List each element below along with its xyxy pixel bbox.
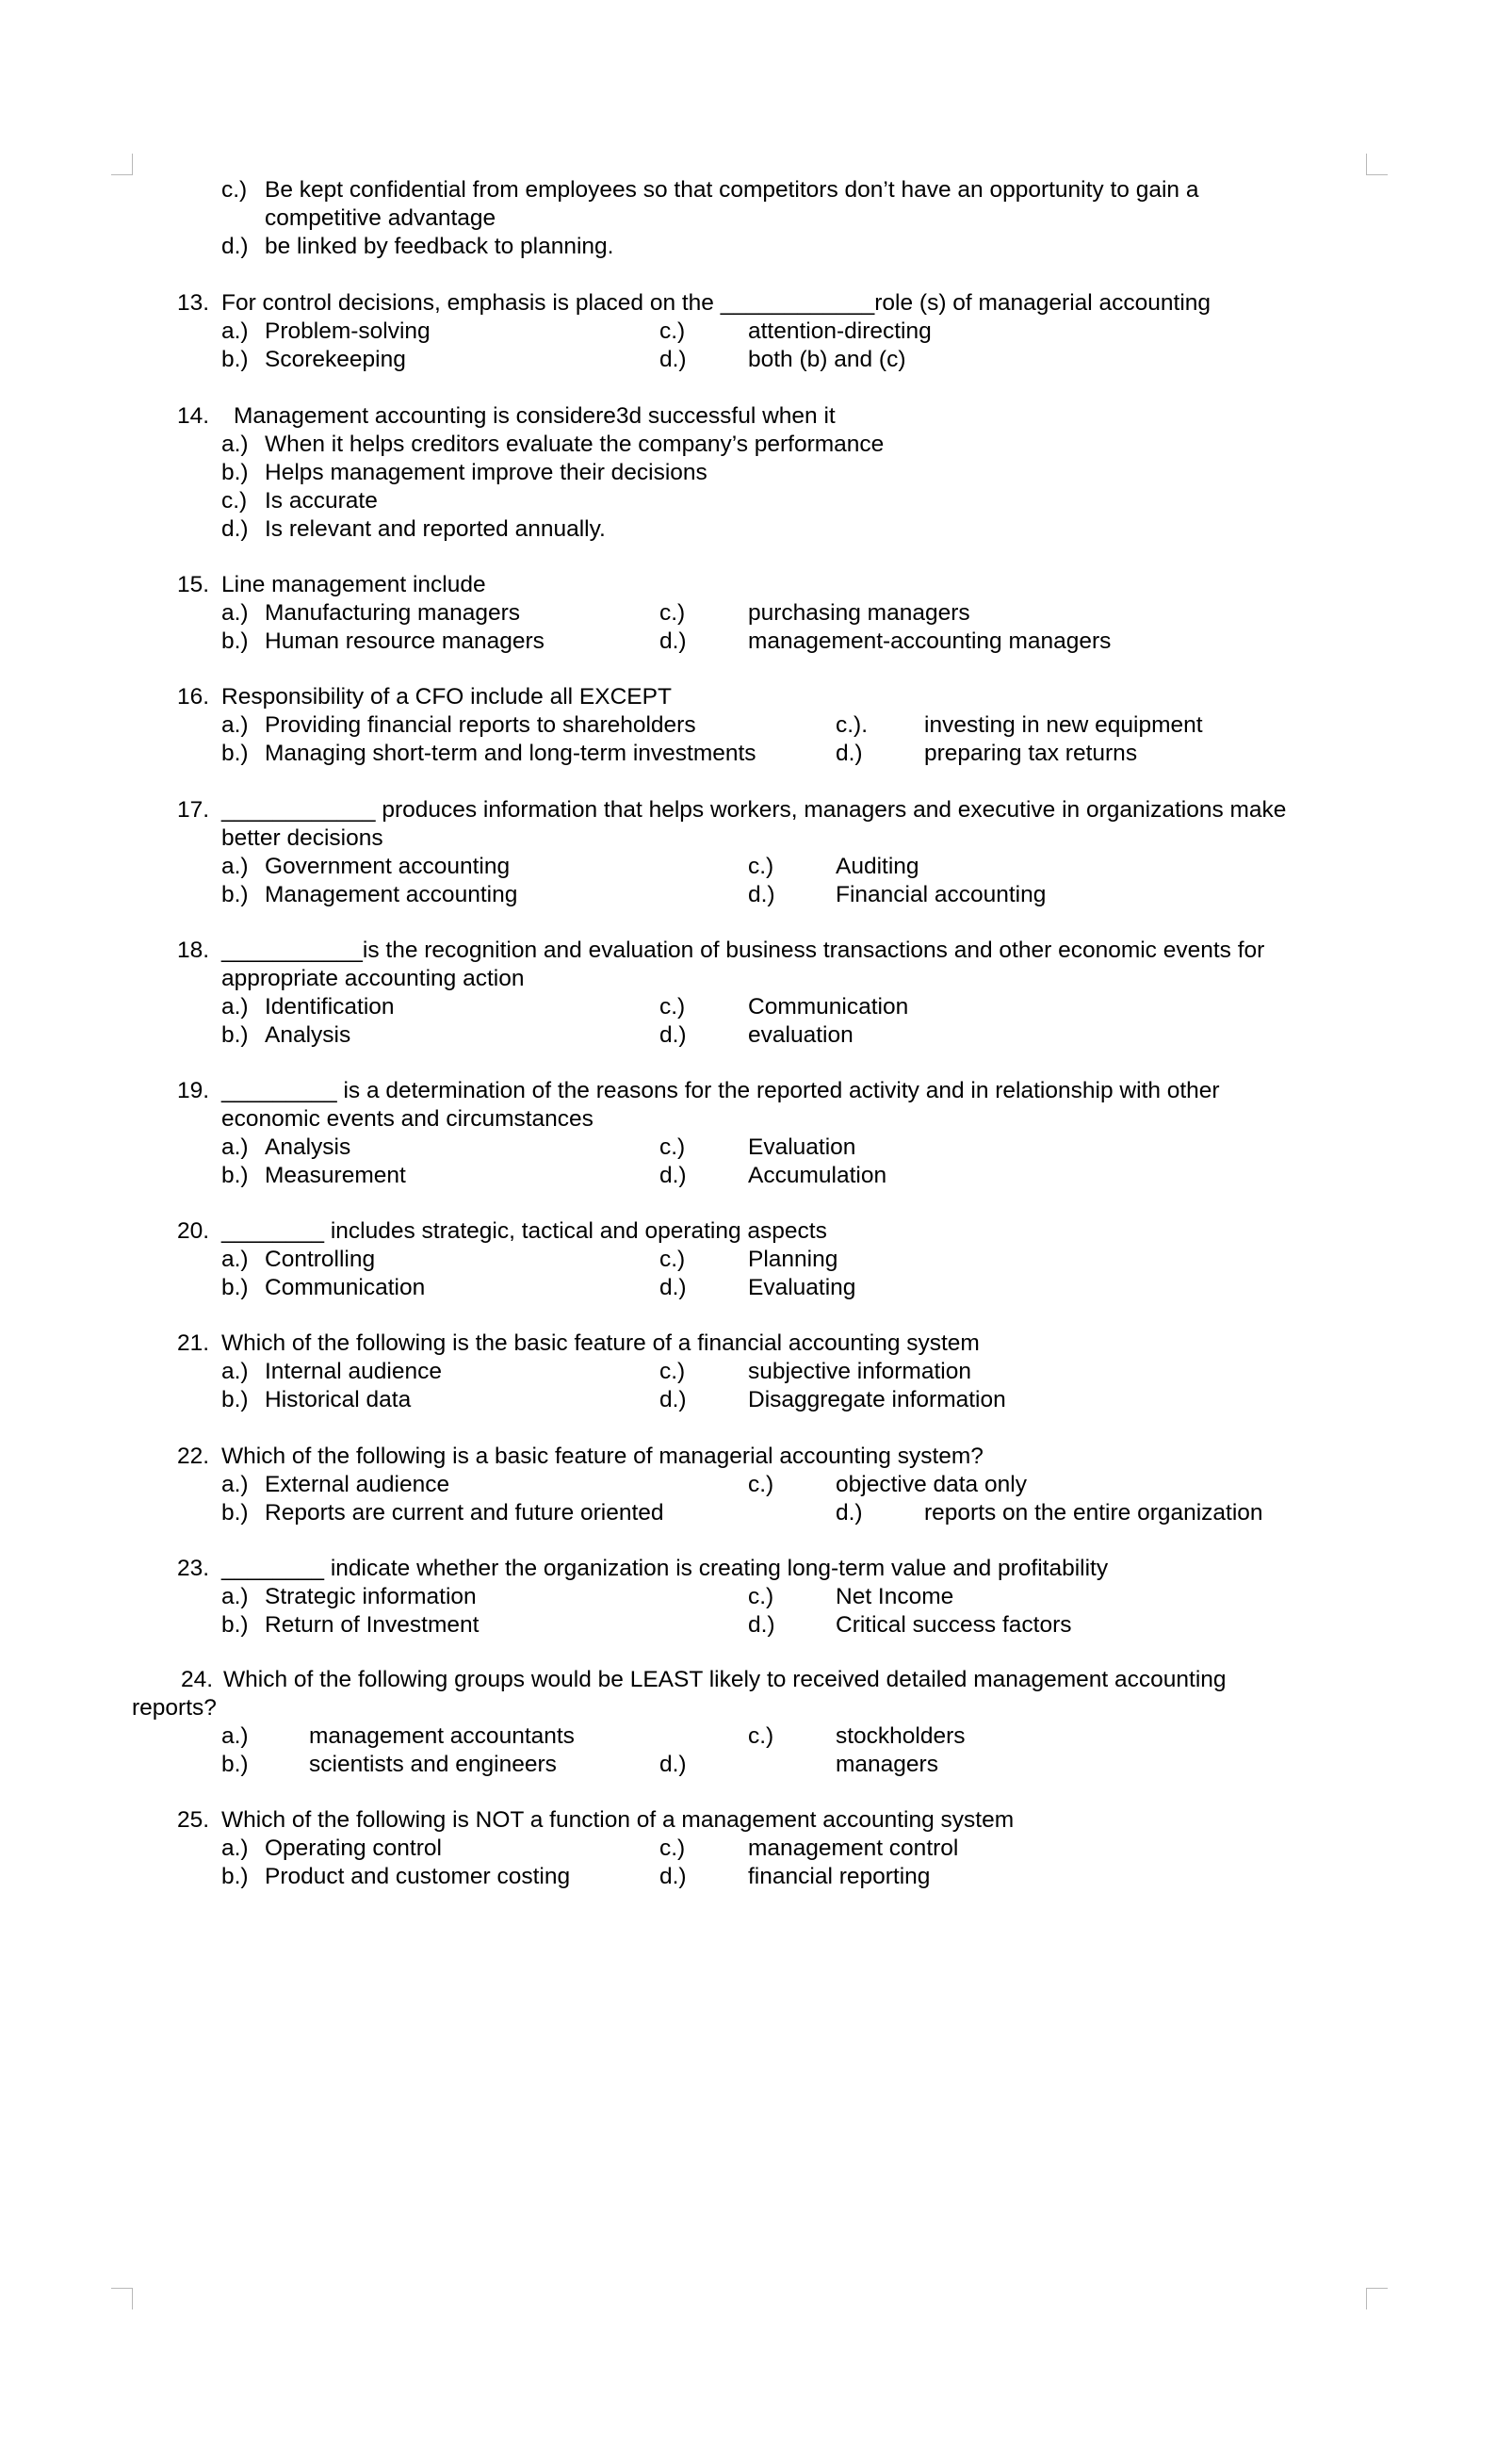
q14-option-d-text: Is relevant and reported annually.: [265, 516, 606, 542]
q23-stem: ________ indicate whether the organization is creating long-term value and profitability: [221, 1556, 1109, 1581]
q18-option-a-label: a.): [221, 994, 249, 1020]
q16-option-d-label: d.): [836, 741, 863, 766]
q20-option-b-label: b.): [221, 1275, 249, 1300]
q21-option-c-text: subjective information: [748, 1359, 971, 1384]
q18-stem-cont: appropriate accounting action: [221, 966, 525, 991]
q23-option-d-label: d.): [748, 1612, 775, 1638]
q14-option-c-label: c.): [221, 488, 248, 514]
q15-number: 15.: [177, 572, 210, 597]
q18-option-d-label: d.): [659, 1022, 687, 1048]
q14-option-b-text: Helps management improve their decisions: [265, 460, 707, 485]
q19-option-b-text: Measurement: [265, 1163, 406, 1188]
q12-option-c-label: c.): [221, 177, 248, 203]
q18-option-c-text: Communication: [748, 994, 909, 1020]
q16-option-a-text: Providing financial reports to shareholders: [265, 712, 696, 738]
page-corner-mark-bottom-left: [111, 2288, 133, 2309]
q22-option-a-text: External audience: [265, 1472, 450, 1497]
q24-option-a-label: a.): [221, 1723, 249, 1749]
q23-option-a-text: Strategic information: [265, 1584, 477, 1609]
q23-option-c-text: Net Income: [836, 1584, 954, 1609]
q24-option-d-text: managers: [836, 1752, 938, 1777]
q20-option-d-label: d.): [659, 1275, 687, 1300]
q21-number: 21.: [177, 1330, 210, 1356]
q15-option-c-text: purchasing managers: [748, 600, 970, 626]
q25-option-d-text: financial reporting: [748, 1864, 931, 1889]
page-corner-mark-bottom-right: [1366, 2288, 1388, 2309]
q17-stem-cont: better decisions: [221, 825, 383, 851]
q25-option-b-text: Product and customer costing: [265, 1864, 571, 1889]
q23-option-b-text: Return of Investment: [265, 1612, 480, 1638]
q25-option-b-label: b.): [221, 1864, 249, 1889]
q25-option-a-text: Operating control: [265, 1836, 442, 1861]
q15-option-d-text: management-accounting managers: [748, 628, 1112, 654]
q20-option-d-text: Evaluating: [748, 1275, 856, 1300]
q15-option-b-text: Human resource managers: [265, 628, 545, 654]
q25-option-a-label: a.): [221, 1836, 249, 1861]
q20-option-a-label: a.): [221, 1247, 249, 1272]
q18-option-d-text: evaluation: [748, 1022, 854, 1048]
q14-option-b-label: b.): [221, 460, 249, 485]
q13-option-a-text: Problem-solving: [265, 318, 431, 344]
q17-option-a-text: Government accounting: [265, 854, 511, 879]
page-corner-mark-top-left: [111, 154, 133, 175]
q16-option-c-text: investing in new equipment: [924, 712, 1203, 738]
q25-number: 25.: [177, 1807, 210, 1833]
q17-option-b-label: b.): [221, 882, 249, 907]
q21-option-d-label: d.): [659, 1387, 687, 1412]
q20-stem: ________ includes strategic, tactical and operating aspects: [221, 1218, 827, 1244]
q22-option-a-label: a.): [221, 1472, 249, 1497]
q18-stem: ___________is the recognition and evaluation of business transactions and other economic events for: [221, 938, 1265, 963]
q18-option-b-label: b.): [221, 1022, 249, 1048]
q19-option-d-text: Accumulation: [748, 1163, 887, 1188]
q17-option-d-text: Financial accounting: [836, 882, 1047, 907]
q16-option-c-label: c.).: [836, 712, 869, 738]
q14-number: 14.: [177, 403, 210, 429]
q22-stem: Which of the following is a basic feature of managerial accounting system?: [221, 1444, 984, 1469]
q20-option-c-text: Planning: [748, 1247, 838, 1272]
q21-option-a-text: Internal audience: [265, 1359, 442, 1384]
q25-option-d-label: d.): [659, 1864, 687, 1889]
q23-number: 23.: [177, 1556, 210, 1581]
q15-option-c-label: c.): [659, 600, 686, 626]
q25-option-c-text: management control: [748, 1836, 959, 1861]
q21-stem: Which of the following is the basic feature of a financial accounting system: [221, 1330, 980, 1356]
q24-option-c-text: stockholders: [836, 1723, 966, 1749]
q23-option-c-label: c.): [748, 1584, 774, 1609]
q24-stem: Which of the following groups would be LEAST likely to received detailed management accounting: [223, 1667, 1227, 1692]
q17-option-b-text: Management accounting: [265, 882, 518, 907]
q12-option-d-label: d.): [221, 234, 249, 259]
q21-option-a-label: a.): [221, 1359, 249, 1384]
q13-option-d-text: both (b) and (c): [748, 347, 906, 372]
q15-option-a-text: Manufacturing managers: [265, 600, 521, 626]
q17-option-a-label: a.): [221, 854, 249, 879]
q13-stem: For control decisions, emphasis is placed on the ____________role (s) of managerial accounting: [221, 290, 1211, 316]
q20-option-a-text: Controlling: [265, 1247, 376, 1272]
q25-stem: Which of the following is NOT a function of a management accounting system: [221, 1807, 1015, 1833]
q16-option-a-label: a.): [221, 712, 249, 738]
q19-stem-cont: economic events and circumstances: [221, 1106, 594, 1132]
q22-option-c-label: c.): [748, 1472, 774, 1497]
q23-option-a-label: a.): [221, 1584, 249, 1609]
q13-option-b-label: b.): [221, 347, 249, 372]
q12-option-d-text: be linked by feedback to planning.: [265, 234, 614, 259]
q19-stem: _________ is a determination of the reasons for the reported activity and in relationship with other: [221, 1078, 1220, 1103]
q20-option-c-label: c.): [659, 1247, 686, 1272]
q24-number: 24.: [181, 1667, 214, 1692]
q19-option-a-text: Analysis: [265, 1134, 351, 1160]
q13-option-d-label: d.): [659, 347, 687, 372]
q21-option-c-label: c.): [659, 1359, 686, 1384]
q20-number: 20.: [177, 1218, 210, 1244]
q22-number: 22.: [177, 1444, 210, 1469]
q24-stem-cont: reports?: [132, 1695, 217, 1721]
q19-number: 19.: [177, 1078, 210, 1103]
q14-option-a-text: When it helps creditors evaluate the company’s performance: [265, 432, 885, 457]
q23-option-d-text: Critical success factors: [836, 1612, 1072, 1638]
q13-option-a-label: a.): [221, 318, 249, 344]
q14-option-c-text: Is accurate: [265, 488, 378, 514]
q16-option-b-text: Managing short-term and long-term investments: [265, 741, 756, 766]
q17-stem: ____________ produces information that helps workers, managers and executive in organizations make: [221, 797, 1287, 823]
page-corner-mark-top-right: [1366, 154, 1388, 175]
q24-option-b-text: scientists and engineers: [309, 1752, 557, 1777]
q16-stem: Responsibility of a CFO include all EXCEPT: [221, 684, 672, 710]
q24-option-a-text: management accountants: [309, 1723, 575, 1749]
q24-option-d-label: d.): [659, 1752, 687, 1777]
q17-number: 17.: [177, 797, 210, 823]
q19-option-a-label: a.): [221, 1134, 249, 1160]
q24-option-c-label: c.): [748, 1723, 774, 1749]
q18-number: 18.: [177, 938, 210, 963]
q17-option-c-text: Auditing: [836, 854, 919, 879]
q25-option-c-label: c.): [659, 1836, 686, 1861]
q21-option-b-label: b.): [221, 1387, 249, 1412]
q23-option-b-label: b.): [221, 1612, 249, 1638]
q15-option-a-label: a.): [221, 600, 249, 626]
q16-option-b-label: b.): [221, 741, 249, 766]
q14-option-a-label: a.): [221, 432, 249, 457]
q19-option-b-label: b.): [221, 1163, 249, 1188]
q13-option-b-text: Scorekeeping: [265, 347, 406, 372]
q13-number: 13.: [177, 290, 210, 316]
q13-option-c-label: c.): [659, 318, 686, 344]
q12-option-c-text: Be kept confidential from employees so that competitors don’t have an opportunity to gain a: [265, 177, 1199, 203]
q21-option-b-text: Historical data: [265, 1387, 412, 1412]
q19-option-d-label: d.): [659, 1163, 687, 1188]
q18-option-a-text: Identification: [265, 994, 395, 1020]
q22-option-b-label: b.): [221, 1500, 249, 1526]
q19-option-c-label: c.): [659, 1134, 686, 1160]
q12-option-c-text-cont: competitive advantage: [265, 205, 496, 231]
q18-option-b-text: Analysis: [265, 1022, 351, 1048]
q18-option-c-label: c.): [659, 994, 686, 1020]
q19-option-c-text: Evaluation: [748, 1134, 856, 1160]
q17-option-d-label: d.): [748, 882, 775, 907]
q15-option-d-label: d.): [659, 628, 687, 654]
q22-option-c-text: objective data only: [836, 1472, 1027, 1497]
q24-option-b-label: b.): [221, 1752, 249, 1777]
q17-option-c-label: c.): [748, 854, 774, 879]
q14-option-d-label: d.): [221, 516, 249, 542]
q15-stem: Line management include: [221, 572, 486, 597]
q21-option-d-text: Disaggregate information: [748, 1387, 1006, 1412]
q14-stem: Management accounting is considere3d successful when it: [234, 403, 836, 429]
q16-option-d-text: preparing tax returns: [924, 741, 1138, 766]
q20-option-b-text: Communication: [265, 1275, 426, 1300]
q22-option-d-text: reports on the entire organization: [924, 1500, 1263, 1526]
q15-option-b-label: b.): [221, 628, 249, 654]
q16-number: 16.: [177, 684, 210, 710]
q13-option-c-text: attention-directing: [748, 318, 932, 344]
q22-option-d-label: d.): [836, 1500, 863, 1526]
q22-option-b-text: Reports are current and future oriented: [265, 1500, 664, 1526]
